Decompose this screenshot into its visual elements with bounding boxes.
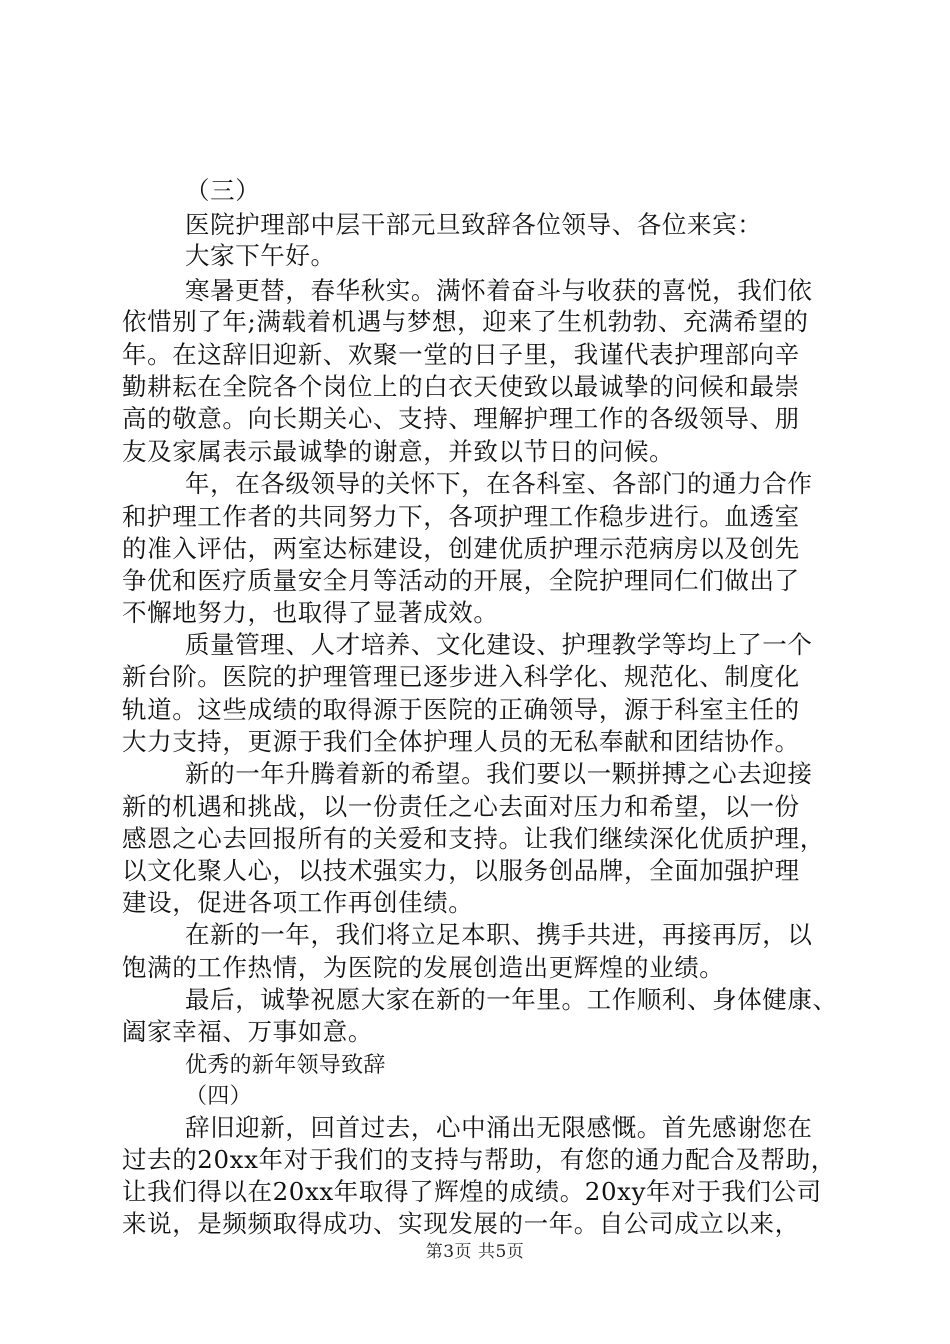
paragraph-line: 的准入评估，两室达标建设，创建优质护理示范病房以及创先 [122,534,800,563]
greeting: 大家下午好。 [185,241,336,270]
paragraph-line: 不懈地努力，也取得了显著成效。 [122,598,499,627]
paragraph-line: 感恩之心去回报所有的关爱和支持。让我们继续深化优质护理， [122,824,825,853]
paragraph-line: 阖家幸福、万事如意。 [122,1017,373,1046]
paragraph-line: 高的敬意。向长期关心、支持、理解护理工作的各级领导、朋 [122,404,800,433]
paragraph-line: 过去的20xx年对于我们的支持与帮助，有您的通力配合及帮助， [122,1145,836,1174]
paragraph-line: 建设，促进各项工作再创佳绩。 [122,888,474,917]
paragraph-line: 年。在这辞旧迎新、欢聚一堂的日子里，我谨代表护理部向辛 [122,340,800,369]
paragraph-line: 友及家属表示最诚挚的谢意，并致以节日的问候。 [122,437,675,466]
paragraph-line: 让我们得以在20xx年取得了辉煌的成绩。20xy年对于我们公司 [122,1177,822,1206]
paragraph-line: 最后，诚挚祝愿大家在新的一年里。工作顺利、身体健康、 [185,985,838,1014]
paragraph-line: 新的机遇和挑战，以一份责任之心去面对压力和希望，以一份 [122,792,800,821]
paragraph-line: 勤耕耘在全院各个岗位上的白衣天使致以最诚挚的问候和最崇 [122,372,800,401]
paragraph-line: 和护理工作者的共同努力下，各项护理工作稳步进行。血透室 [122,502,800,531]
paragraph-line: 质量管理、人才培养、文化建设、护理教学等均上了一个 [185,630,813,659]
section-title: 优秀的新年领导致辞 [185,1053,386,1078]
paragraph-line: 以文化聚人心，以技术强实力，以服务创品牌，全面加强护理 [122,856,800,885]
page-footer: 第3页 共5页 [425,1242,525,1262]
section-heading-3: （三） [185,176,261,205]
paragraph-line: 寒暑更替，春华秋实。满怀着奋斗与收获的喜悦，我们依 [185,276,813,305]
speech-title: 医院护理部中层干部元旦致辞各位领导、各位来宾： [185,210,763,239]
paragraph-line: 大力支持，更源于我们全体护理人员的无私奉献和团结协作。 [122,727,800,756]
paragraph-line: 轨道。这些成绩的取得源于医院的正确领导，源于科室主任的 [122,695,800,724]
section-heading-4: （四） [185,1084,252,1109]
paragraph-line: 饱满的工作热情，为医院的发展创造出更辉煌的业绩。 [122,953,725,982]
paragraph-line: 新台阶。医院的护理管理已逐步进入科学化、规范化、制度化 [122,662,800,691]
paragraph-line: 争优和医疗质量安全月等活动的开展，全院护理同仁们做出了 [122,566,800,595]
paragraph-line: 新的一年升腾着新的希望。我们要以一颗拼搏之心去迎接 [185,759,813,788]
paragraph-line: 在新的一年，我们将立足本职、携手共进，再接再厉，以 [185,920,813,949]
paragraph-line: 年，在各级领导的关怀下，在各科室、各部门的通力合作 [185,469,813,498]
paragraph-line: 辞旧迎新，回首过去，心中涌出无限感慨。首先感谢您在 [185,1113,813,1142]
paragraph-line: 依惜别了年;满载着机遇与梦想，迎来了生机勃勃、充满希望的 [122,307,809,336]
paragraph-line: 来说，是频频取得成功、实现发展的一年。自公司成立以来， [122,1209,800,1238]
